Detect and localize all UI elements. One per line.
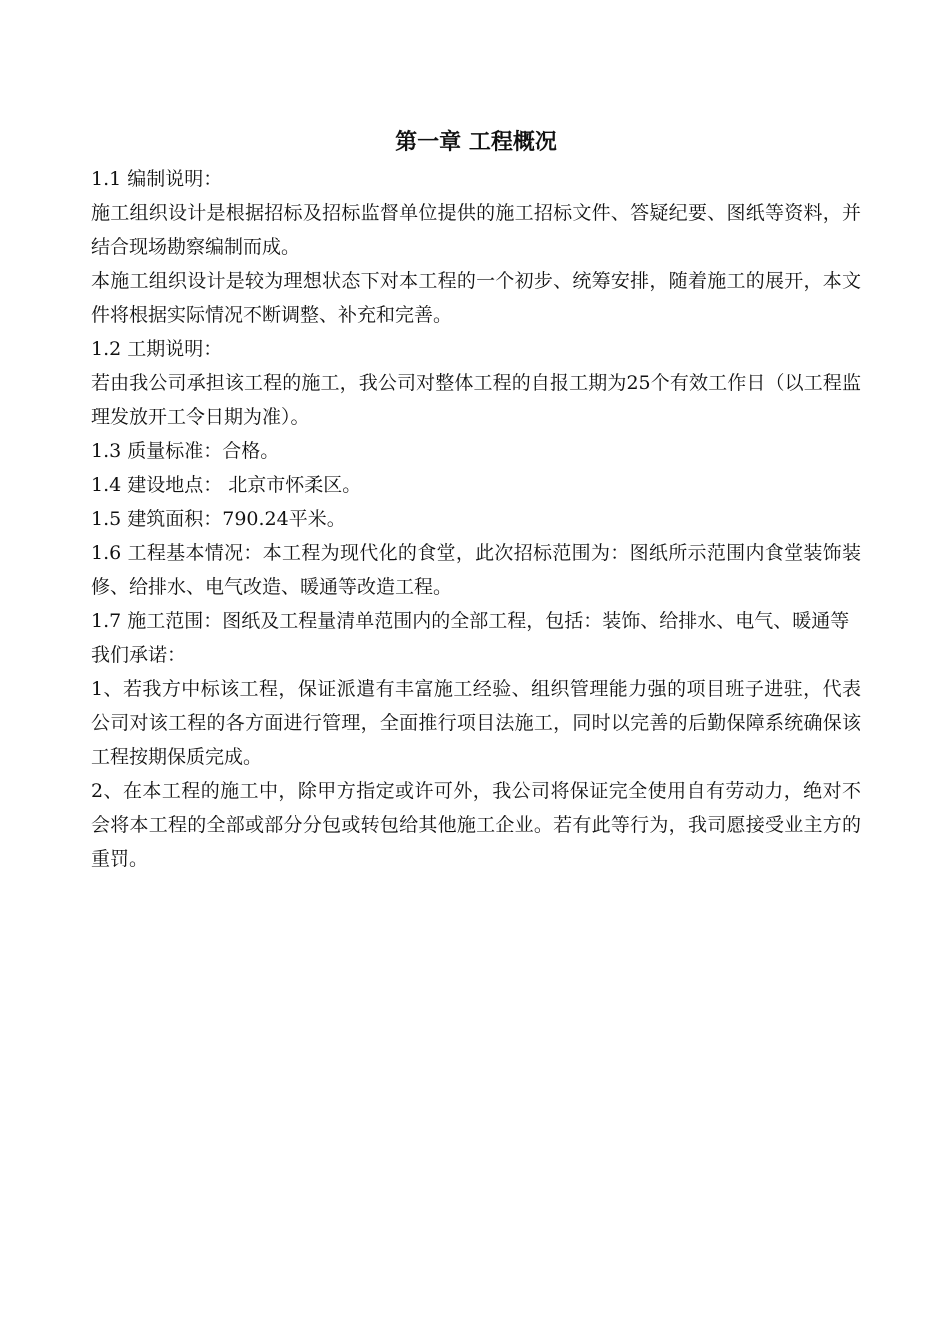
section-1-3-quality: 1.3 质量标准：合格。	[91, 440, 280, 462]
section-1-7-scope: 1.7 施工范围：图纸及工程量清单范围内的全部工程，包括：装饰、给排水、电气、暖通等	[91, 610, 850, 632]
commitment-heading: 我们承诺：	[91, 644, 187, 666]
section-1-2-heading: 1.2 工期说明：	[91, 338, 223, 360]
section-1-5-area: 1.5 建筑面积：790.24平米。	[91, 508, 346, 530]
commitment-item-1: 1、若我方中标该工程，保证派遣有丰富施工经验、组织管理能力强的项目班子进驻，代表公司对该工程的各方面进行管理，全面推行项目法施工，同时以完善的后勤保障系统确保该工程按期保质完成。	[91, 678, 861, 768]
document-body	[91, 124, 861, 876]
chapter-title: 第一章 工程概况	[395, 130, 557, 155]
paragraph-basis: 施工组织设计是根据招标及招标监督单位提供的施工招标文件、答疑纪要、图纸等资料，并结合现场勘察编制而成。	[91, 202, 861, 258]
section-1-1-heading: 1.1 编制说明：	[91, 168, 223, 190]
paragraph-schedule: 若由我公司承担该工程的施工，我公司对整体工程的自报工期为25个有效工作日（以工程监理发放开工令日期为准）。	[91, 372, 861, 428]
paragraph-arrangement: 本施工组织设计是较为理想状态下对本工程的一个初步、统筹安排，随着施工的展开，本文件将根据实际情况不断调整、补充和完善。	[91, 270, 861, 326]
section-1-4-location: 1.4 建设地点： 北京市怀柔区。	[91, 474, 362, 496]
commitment-item-2: 2、在本工程的施工中，除甲方指定或许可外，我公司将保证完全使用自有劳动力，绝对不会将本工程的全部或部分分包或转包给其他施工企业。若有此等行为，我司愿接受业主方的重罚。	[91, 780, 861, 870]
section-1-6-overview: 1.6 工程基本情况：本工程为现代化的食堂，此次招标范围为：图纸所示范围内食堂装饰装修、给排水、电气改造、暖通等改造工程。	[91, 542, 861, 598]
